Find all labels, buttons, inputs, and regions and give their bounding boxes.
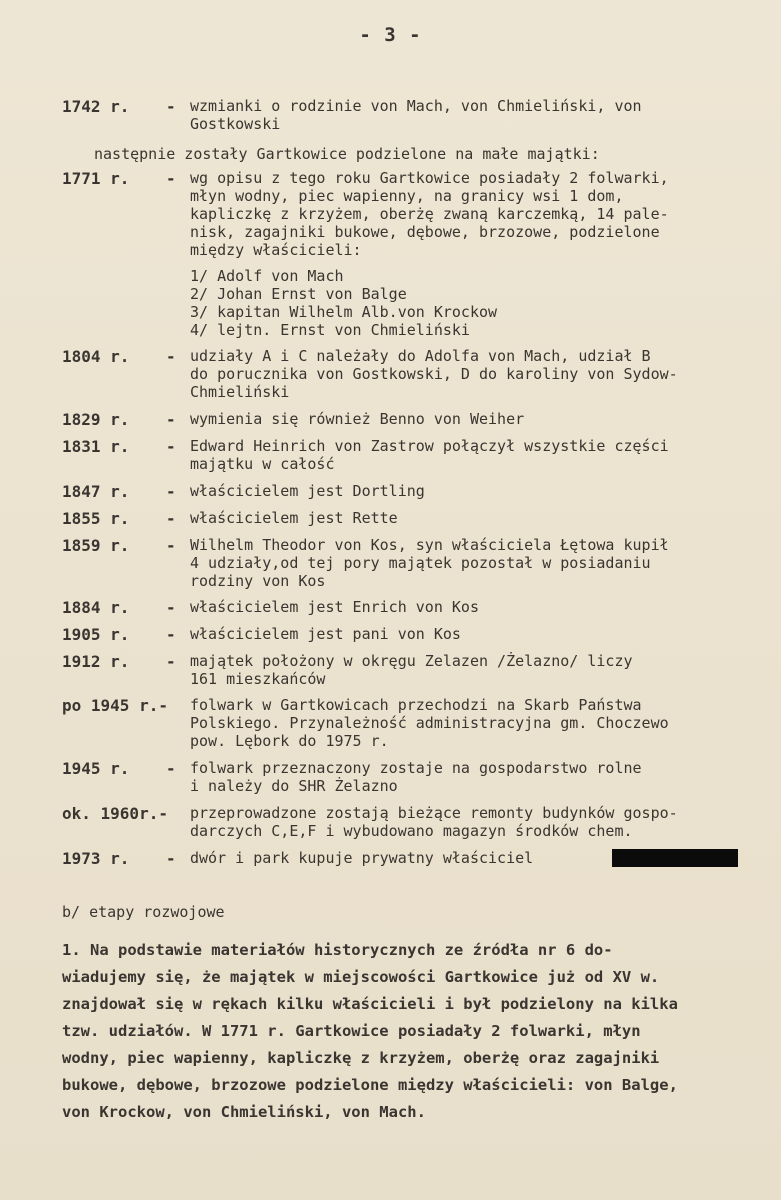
entry-text: wg opisu z tego roku Gartkowice posiadały 2 folwarki, młyn wodny, piec wapienny, na granicy wsi 1 dom, kapliczkę z krzyżem, oberżę zwaną karczemką, 14 pale- nisk, zagajniki bukowe, dębowe, brzozowe, podzielone między właścicieli: — [190, 169, 669, 259]
section-heading: b/ etapy rozwojowe — [62, 903, 225, 921]
entry-dash: - — [166, 509, 176, 528]
entry-date: 1884 r. — [62, 598, 130, 617]
entry-date: 1829 r. — [62, 410, 130, 429]
entry-dash: - — [166, 598, 176, 617]
redaction-bar — [612, 849, 738, 867]
entry-date: 1945 r. — [62, 759, 130, 778]
entry-date: ok. 1960r.- — [62, 804, 168, 823]
entry-date: 1847 r. — [62, 482, 130, 501]
entry-text: Wilhelm Theodor von Kos, syn właściciela Łętowa kupił 4 udziały,od tej pory majątek pozostał w posiadaniu rodziny von Kos — [190, 536, 669, 590]
page-number: - 3 - — [359, 24, 422, 46]
body-paragraph: 1. Na podstawie materiałów historycznych ze źródła nr 6 do- wiadujemy się, że majątek w miejscowości Gartkowice już od XV w. znajdował się w rękach kilku właścicieli i był podzielony na kilka tzw. udziałów. W 1771 r. Gartkowice posiadały 2 folwarki, młyn wodny, piec wapienny, kapliczkę z krzyżem, oberżę oraz zagajniki bukowe, dębowe, brzozowe podzielone między właścicieli: von Balge, von Krockow, von Chmieliński, von Mach. — [62, 941, 678, 1121]
entry-text: udziały A i C należały do Adolfa von Mach, udział B do porucznika von Gostkowski, D do karoliny von Sydow- Chmieliński — [190, 347, 678, 401]
entry-text: dwór i park kupuje prywatny właściciel — [190, 849, 534, 867]
entry-dash: - — [166, 652, 176, 671]
division-note: następnie zostały Gartkowice podzielone na małe majątki: — [94, 145, 600, 163]
entry-dash: - — [166, 482, 176, 501]
entry-text: właścicielem jest Enrich von Kos — [190, 598, 479, 616]
list-item: 2/ Johan Ernst von Balge — [190, 285, 407, 303]
entry-text: majątek położony w okręgu Zelazen /Żelazno/ liczy 161 mieszkańców — [190, 652, 633, 688]
entry-date: 1742 r. — [62, 97, 130, 116]
entry-text: właścicielem jest Dortling — [190, 482, 425, 500]
entry-dash: - — [166, 169, 176, 188]
entry-dash: - — [166, 536, 176, 555]
entry-text: Edward Heinrich von Zastrow połączył wszystkie części majątku w całość — [190, 437, 669, 473]
entry-date: 1804 r. — [62, 347, 130, 366]
entry-date: 1855 r. — [62, 509, 130, 528]
entry-dash: - — [166, 347, 176, 366]
entry-date: 1905 r. — [62, 625, 130, 644]
entry-text: przeprowadzone zostają bieżące remonty budynków gospo- darczych C,E,F i wybudowano magazyn środków chem. — [190, 804, 678, 840]
entry-date: 1912 r. — [62, 652, 130, 671]
list-item: 3/ kapitan Wilhelm Alb.von Krockow — [190, 303, 498, 321]
entry-text: właścicielem jest Rette — [190, 509, 398, 527]
entry-text: folwark przeznaczony zostaje na gospodarstwo rolne i należy do SHR Żelazno — [190, 759, 642, 795]
list-item: 4/ lejtn. Ernst von Chmieliński — [190, 321, 470, 339]
entry-dash: - — [166, 437, 176, 456]
entry-dash: - — [166, 759, 176, 778]
entry-dash: - — [166, 625, 176, 644]
entry-date: po 1945 r.- — [62, 696, 168, 715]
entry-text: wymienia się również Benno von Weiher — [190, 410, 525, 428]
entry-dash: - — [166, 97, 176, 116]
entry-date: 1831 r. — [62, 437, 130, 456]
entry-date: 1859 r. — [62, 536, 130, 555]
entry-dash: - — [166, 849, 176, 868]
entry-text: wzmianki o rodzinie von Mach, von Chmieliński, von Gostkowski — [190, 97, 642, 133]
entry-date: 1973 r. — [62, 849, 130, 868]
entry-dash: - — [166, 410, 176, 429]
entry-date: 1771 r. — [62, 169, 130, 188]
owners-list — [190, 267, 497, 339]
entry-text: właścicielem jest pani von Kos — [190, 625, 461, 643]
list-item: 1/ Adolf von Mach — [190, 267, 344, 285]
entry-text: folwark w Gartkowicach przechodzi na Skarb Państwa Polskiego. Przynależność administracyjna gm. Choczewo pow. Lębork do 1975 r. — [190, 696, 669, 750]
